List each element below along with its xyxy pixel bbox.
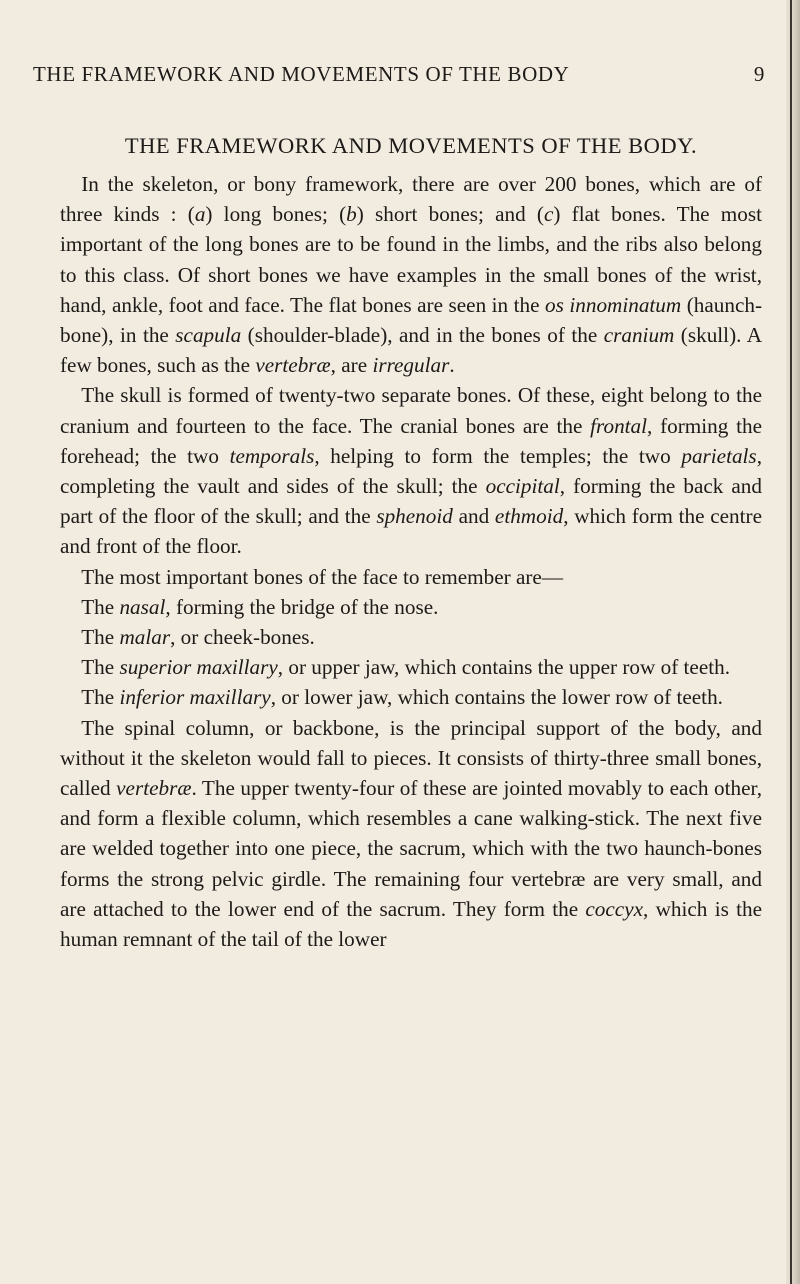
text-run: , or cheek-bones. <box>170 625 315 650</box>
term-nasal: nasal <box>119 594 166 619</box>
text-run: , or upper jaw, which contains the upper row of teeth. <box>277 655 731 680</box>
term-ethmoid: ethmoid <box>494 504 564 529</box>
term-temporals: temporals <box>229 443 315 468</box>
text-run: The skull is formed of twenty-two separate bones. Of these, eight belong to the cranium and fourteen to the face. The cranial bones are the <box>60 383 762 438</box>
text-run: and <box>452 504 495 529</box>
text-run: , completing the vault and sides of the skull; the <box>60 443 762 499</box>
list-item-superior-maxillary <box>60 652 762 682</box>
text-run: . The upper twenty-four of these are jointed movably to each other, and form a flexible column, which resembles a cane walking-stick. The next five are welded together into one piece, the sacrum, which with the two haunch-bones forms the strong pelvic girdle. The remaining four vertebræ are very small, and are attached to the lower end of the sacrum. They form the <box>60 776 762 921</box>
text-run: , forming the bridge of the nose. <box>165 594 439 619</box>
text-run: ) long bones; ( <box>205 202 347 227</box>
list-item-inferior-maxillary <box>60 682 762 712</box>
text-run: , forming the forehead; the two <box>60 413 762 468</box>
text-run: (skull). A few bones, such as the <box>60 323 763 378</box>
list-item-nasal <box>60 592 762 622</box>
text-run-italic: c <box>543 202 554 227</box>
term-malar: malar <box>119 625 171 650</box>
term-irregular: irregular <box>372 353 450 378</box>
term-inferior-maxillary: inferior maxillary <box>119 685 271 710</box>
page-content <box>60 130 762 954</box>
term-coccyx: coccyx <box>585 896 644 921</box>
paragraph-skeleton <box>60 169 762 380</box>
page-edge-line <box>790 0 792 1284</box>
term-frontal: frontal <box>590 413 648 438</box>
term-cranium: cranium <box>603 323 675 348</box>
text-run: . <box>449 353 455 378</box>
text-run: , which is the human remnant of the tail of the lower <box>60 896 763 952</box>
text-run: The <box>81 625 120 650</box>
list-item-malar <box>60 622 762 652</box>
page-edge-shadow <box>786 0 800 1284</box>
term-occipital: occipital <box>485 474 560 499</box>
text-run: , which form the centre and front of the floor. <box>60 504 763 559</box>
text-run: The <box>81 685 120 710</box>
text-run: The <box>81 594 120 619</box>
page-number: 9 <box>753 62 765 86</box>
term-vertebrae: vertebræ <box>255 353 331 378</box>
text-run: , or lower jaw, which contains the lower row of teeth. <box>270 685 723 710</box>
term-vertebrae: vertebræ <box>116 776 192 801</box>
paragraph-face-intro: The most important bones of the face to remember are— <box>81 564 564 589</box>
text-run: The <box>81 655 120 680</box>
term-superior-maxillary: superior maxillary <box>119 655 278 680</box>
running-head <box>33 62 765 87</box>
chapter-title: THE FRAMEWORK AND MOVEMENTS OF THE BODY. <box>124 133 698 158</box>
text-run: ) flat bones. The most important of the long bones are to be found in the limbs, and the ribs also belong to this class. Of short bones we have examples in the small bones of the wrist, hand, ankle, foot and face. The flat bones are seen in the <box>60 202 762 317</box>
text-run: (shoulder-blade), and in the bones of the <box>241 323 604 348</box>
text-run-italic: b <box>346 202 357 227</box>
text-run: , are <box>330 353 373 378</box>
text-run-italic: a <box>194 202 206 227</box>
running-head-title: THE FRAMEWORK AND MOVEMENTS OF THE BODY <box>33 62 570 86</box>
paragraph-spinal-column <box>60 713 762 955</box>
term-scapula: scapula <box>175 323 242 348</box>
text-run: , forming the back and part of the floor of the skull; and the <box>60 474 762 529</box>
text-run: (haunch-bone), in the <box>60 292 762 348</box>
text-run: The spinal column, or backbone, is the principal support of the body, and without it the skeleton would fall to pieces. It consists of thirty-three small bones, called <box>60 715 762 801</box>
paragraph-skull <box>60 380 762 561</box>
term-os-innominatum: os innominatum <box>545 292 682 317</box>
text-run: ) short bones; and ( <box>356 202 544 227</box>
term-sphenoid: sphenoid <box>376 504 453 529</box>
text-run: , helping to form the temples; the two <box>314 443 682 468</box>
text-run: In the skeleton, or bony framework, there are over 200 bones, which are of three kinds : ( <box>60 172 762 227</box>
term-parietals: parietals <box>681 443 757 468</box>
